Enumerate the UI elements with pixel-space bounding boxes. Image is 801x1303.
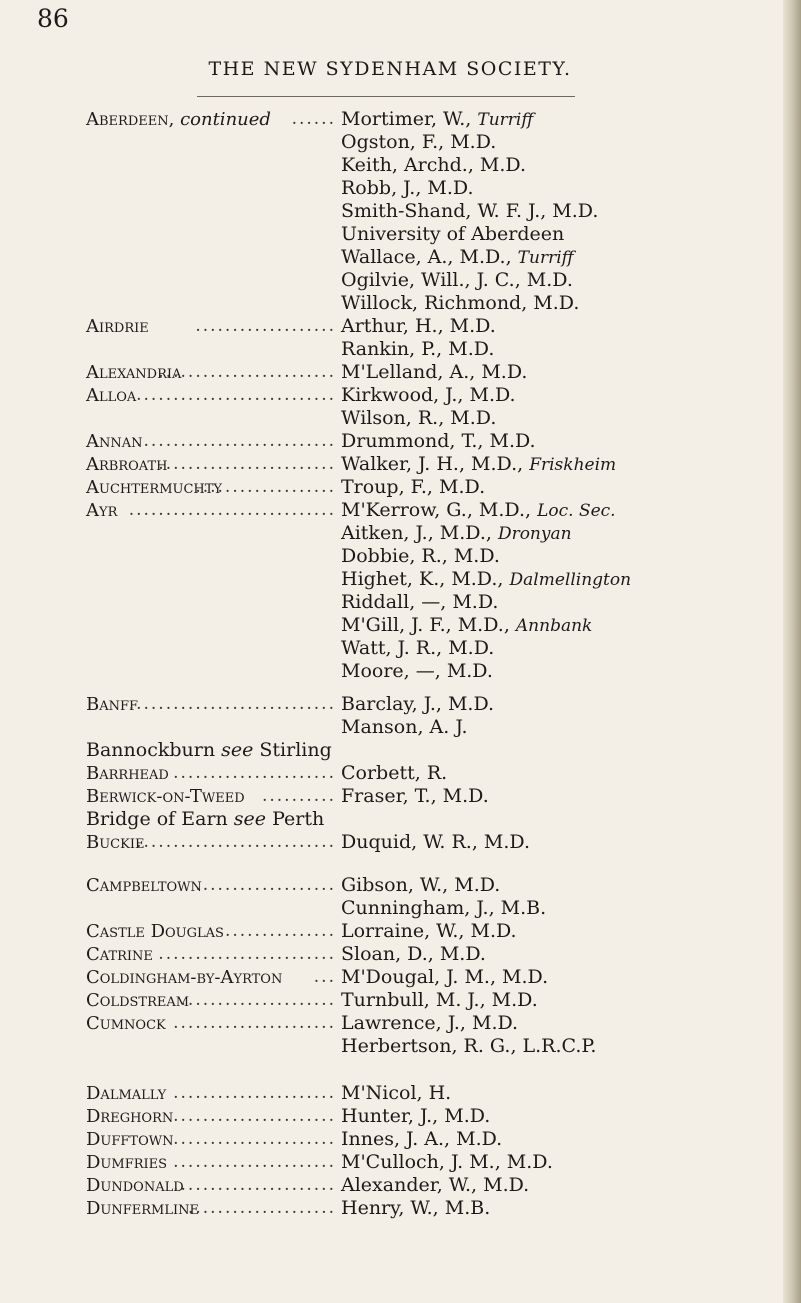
member-name: Innes, J. A., M.D. xyxy=(341,1128,503,1150)
list-row xyxy=(0,660,780,683)
dot-leader: ........................ xyxy=(158,944,336,964)
member-name: University of Aberdeen xyxy=(341,223,565,245)
place-name: Coldingham-by-Ayrton xyxy=(86,967,283,988)
place-name: Annan xyxy=(86,431,143,452)
dot-leader: ............................ xyxy=(128,500,336,520)
dot-leader: ...................... xyxy=(173,1129,336,1149)
list-row xyxy=(0,108,780,131)
member-name: Lorraine, W., M.D. xyxy=(341,920,517,942)
list-row xyxy=(0,897,780,920)
member-name: Manson, A. J. xyxy=(341,716,468,738)
list-row xyxy=(0,177,780,200)
dot-leader: ...................... xyxy=(173,1013,336,1033)
page-header xyxy=(0,0,801,100)
place-name: Airdrie xyxy=(86,316,149,337)
dot-leader: ... xyxy=(313,967,336,987)
member-name: Watt, J. R., M.D. xyxy=(341,637,495,659)
dot-leader: ........................... xyxy=(136,832,336,852)
list-row xyxy=(0,453,780,476)
list-row xyxy=(0,154,780,177)
list-row xyxy=(0,1197,780,1220)
place-name: Dundonald xyxy=(86,1175,184,1196)
list-row xyxy=(0,131,780,154)
list-row xyxy=(0,430,780,453)
dot-leader: ................... xyxy=(195,477,336,497)
list-row xyxy=(0,407,780,430)
member-name: Smith-Shand, W. F. J., M.D. xyxy=(341,200,599,222)
list-row xyxy=(0,1035,780,1058)
list-row xyxy=(0,785,780,808)
member-name: Moore, —, M.D. xyxy=(341,660,493,682)
dot-leader: ........................... xyxy=(136,385,336,405)
place-name: Coldstream xyxy=(86,990,190,1011)
place-name: Dunfermline xyxy=(86,1198,200,1219)
place-name: Campbeltown xyxy=(86,875,202,896)
list-row xyxy=(0,384,780,407)
list-row xyxy=(0,1174,780,1197)
list-row xyxy=(0,1151,780,1174)
list-row xyxy=(0,808,780,831)
member-name: Rankin, P., M.D. xyxy=(341,338,495,360)
member-name: Wallace, A., M.D., Turriff xyxy=(341,246,574,268)
place-name: Cumnock xyxy=(86,1013,166,1034)
member-name: Barclay, J., M.D. xyxy=(341,693,495,715)
member-name: Duquid, W. R., M.D. xyxy=(341,831,530,853)
list-row xyxy=(0,614,780,637)
member-name: Mortimer, W., Turriff xyxy=(341,108,534,130)
member-name: Gibson, W., M.D. xyxy=(341,874,501,896)
page-number: 86 xyxy=(37,4,69,33)
dot-leader: .......... xyxy=(261,786,336,806)
place-name: Dalmally xyxy=(86,1083,167,1104)
member-name: Hunter, J., M.D. xyxy=(341,1105,491,1127)
dot-leader: ........................ xyxy=(158,454,336,474)
member-name: Keith, Archd., M.D. xyxy=(341,154,527,176)
member-name: M'Culloch, J. M., M.D. xyxy=(341,1151,553,1173)
list-row xyxy=(0,568,780,591)
place-name: Berwick-on-Tweed xyxy=(86,786,245,807)
list-row xyxy=(0,1128,780,1151)
list-row xyxy=(0,1105,780,1128)
member-name: Alexander, W., M.D. xyxy=(341,1174,530,1196)
dot-leader: ................... xyxy=(195,316,336,336)
member-name: Sloan, D., M.D. xyxy=(341,943,486,965)
member-name: Kirkwood, J., M.D. xyxy=(341,384,516,406)
place-name: Catrine xyxy=(86,944,153,965)
member-name: Drummond, T., M.D. xyxy=(341,430,536,452)
place-name: Bridge of Earn see Perth xyxy=(86,808,325,830)
place-name: Dreghorn xyxy=(86,1106,174,1127)
dot-leader: ...................... xyxy=(173,1152,336,1172)
list-row xyxy=(0,943,780,966)
list-row xyxy=(0,739,780,762)
place-name: Ayr xyxy=(86,500,118,521)
dot-leader: .................... xyxy=(187,1198,336,1218)
list-row xyxy=(0,522,780,545)
member-name: Robb, J., M.D. xyxy=(341,177,474,199)
list-row xyxy=(0,361,780,384)
list-row xyxy=(0,874,780,897)
list-row xyxy=(0,637,780,660)
place-name: Dufftown xyxy=(86,1129,174,1150)
list-row xyxy=(0,246,780,269)
list-row xyxy=(0,762,780,785)
member-name: Turnbull, M. J., M.D. xyxy=(341,989,538,1011)
list-row xyxy=(0,223,780,246)
dot-leader: ................... xyxy=(195,875,336,895)
list-row xyxy=(0,989,780,1012)
place-name: Arbroath xyxy=(86,454,168,475)
list-row xyxy=(0,966,780,989)
list-row xyxy=(0,831,780,854)
member-name: M'Gill, J. F., M.D., Annbank xyxy=(341,614,593,636)
dot-leader: ...................... xyxy=(173,763,336,783)
place-name: Banff xyxy=(86,694,139,715)
member-name: M'Lelland, A., M.D. xyxy=(341,361,528,383)
member-name: Willock, Richmond, M.D. xyxy=(341,292,580,314)
header-rule xyxy=(197,96,575,97)
dot-leader: ........................... xyxy=(136,431,336,451)
dot-leader: ..................... xyxy=(180,990,336,1010)
list-row xyxy=(0,499,780,522)
dot-leader: ...................... xyxy=(173,1175,336,1195)
dot-leader: ........................ xyxy=(158,362,336,382)
list-row xyxy=(0,292,780,315)
member-name: M'Nicol, H. xyxy=(341,1082,452,1104)
dot-leader: ............................ xyxy=(128,694,336,714)
member-name: Dobbie, R., M.D. xyxy=(341,545,500,567)
list-row xyxy=(0,315,780,338)
member-name: M'Kerrow, G., M.D., Loc. Sec. xyxy=(341,499,616,521)
member-name: Wilson, R., M.D. xyxy=(341,407,497,429)
member-name: Herbertson, R. G., L.R.C.P. xyxy=(341,1035,597,1057)
list-row xyxy=(0,338,780,361)
member-name: Highet, K., M.D., Dalmellington xyxy=(341,568,632,590)
section-2 xyxy=(0,693,780,854)
running-title: THE NEW SYDENHAM SOCIETY. xyxy=(208,58,572,80)
section-4 xyxy=(0,1082,780,1220)
list-row xyxy=(0,693,780,716)
place-name: Alloa xyxy=(86,385,137,406)
member-name: Lawrence, J., M.D. xyxy=(341,1012,519,1034)
list-row xyxy=(0,1012,780,1035)
dot-leader: ...................... xyxy=(173,1106,336,1126)
place-name: Buckie xyxy=(86,832,145,853)
dot-leader: ...................... xyxy=(173,1083,336,1103)
section-1 xyxy=(0,108,780,683)
place-name: Dumfries xyxy=(86,1152,168,1173)
member-name: Henry, W., M.B. xyxy=(341,1197,491,1219)
place-name: Bannockburn see Stirling xyxy=(86,739,332,761)
member-name: Troup, F., M.D. xyxy=(341,476,486,498)
list-row xyxy=(0,591,780,614)
member-name: Corbett, R. xyxy=(341,762,448,784)
member-name: Arthur, H., M.D. xyxy=(341,315,496,337)
member-name: Ogston, F., M.D. xyxy=(341,131,497,153)
place-name: Barrhead xyxy=(86,763,169,784)
section-3 xyxy=(0,874,780,1058)
page-edge xyxy=(783,0,801,1303)
member-name: Walker, J. H., M.D., Friskheim xyxy=(341,453,617,475)
list-row xyxy=(0,545,780,568)
place-name: Auchtermuchty xyxy=(86,477,222,498)
member-name: Fraser, T., M.D. xyxy=(341,785,489,807)
list-row xyxy=(0,1082,780,1105)
member-name: Ogilvie, Will., J. C., M.D. xyxy=(341,269,573,291)
list-row xyxy=(0,200,780,223)
list-row xyxy=(0,716,780,739)
member-name: Cunningham, J., M.B. xyxy=(341,897,547,919)
place-name: Aberdeen, continued xyxy=(86,109,271,130)
member-name: Riddall, —, M.D. xyxy=(341,591,499,613)
dot-leader: ...... xyxy=(291,109,336,129)
place-name: Alexandria xyxy=(86,362,182,383)
member-name: M'Dougal, J. M., M.D. xyxy=(341,966,549,988)
list-row xyxy=(0,269,780,292)
member-name: Aitken, J., M.D., Dronyan xyxy=(341,522,572,544)
list-row xyxy=(0,920,780,943)
place-name: Castle Douglas xyxy=(86,921,224,942)
dot-leader: ............... xyxy=(224,921,336,941)
list-row xyxy=(0,476,780,499)
